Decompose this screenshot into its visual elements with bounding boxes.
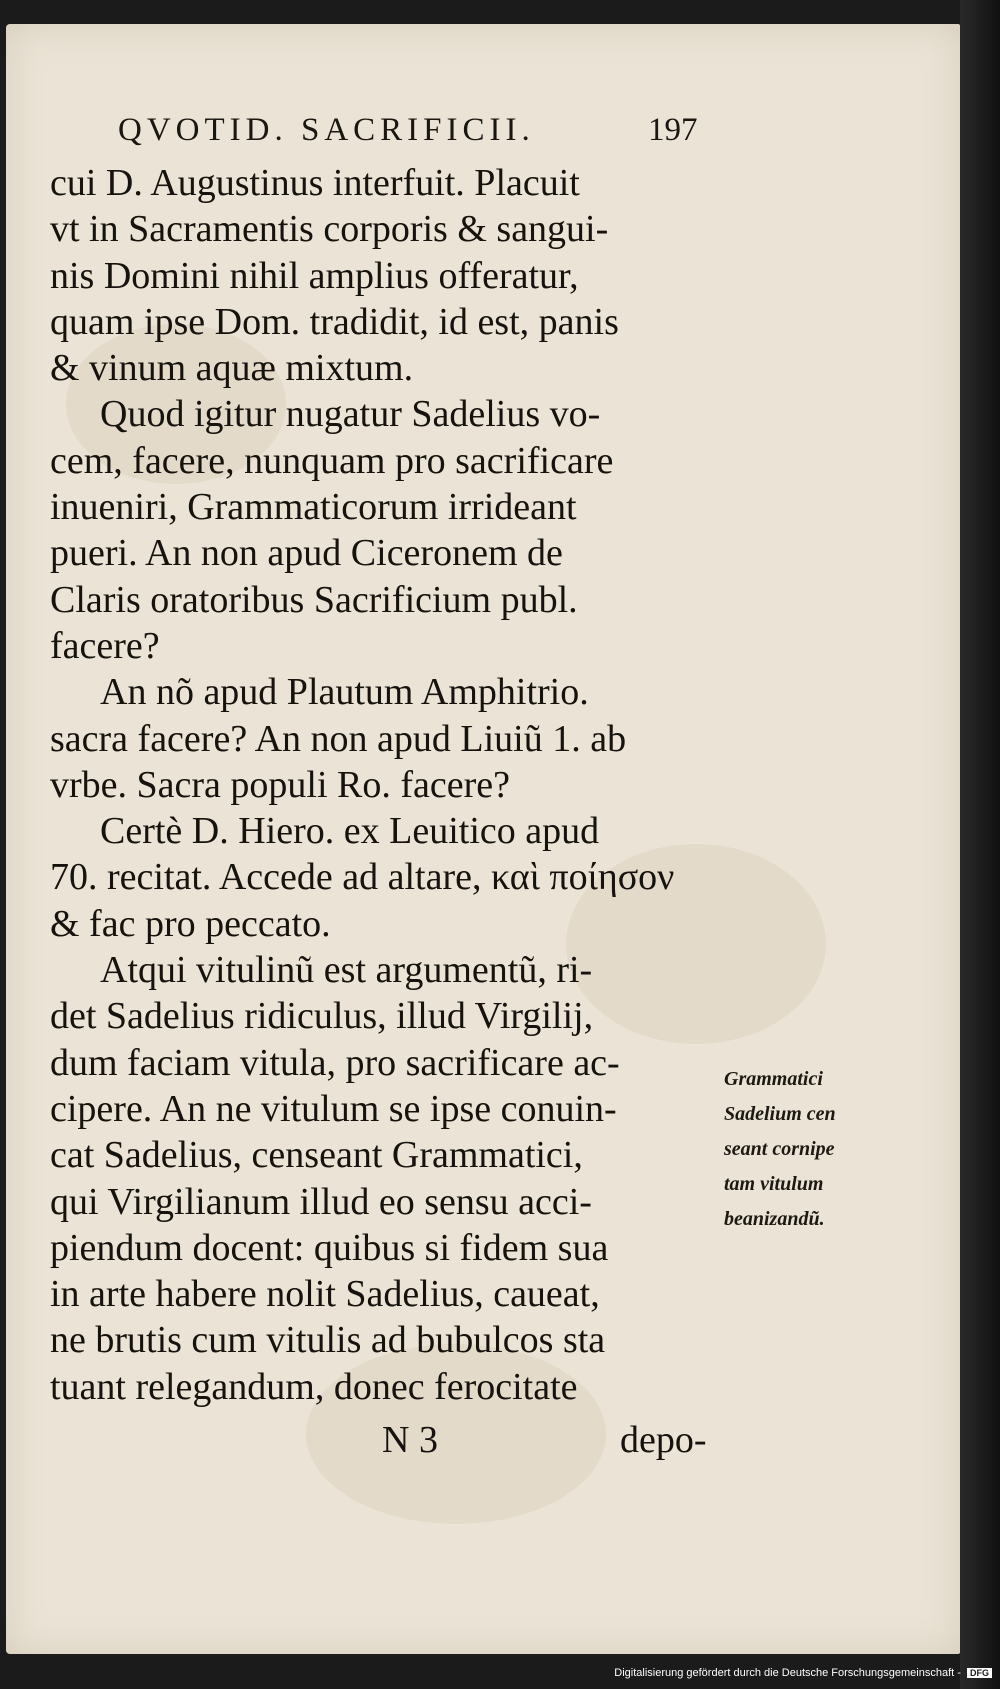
text-line: cui D. Augustinus interfuit. Placuit xyxy=(50,162,580,204)
page-number: 197 xyxy=(648,112,698,148)
text-line: vt in Sacramentis corporis & sangui- xyxy=(50,208,609,251)
text-line: nis Domini nihil amplius offeratur, xyxy=(50,254,579,297)
text-line: & fac pro peccato. xyxy=(50,902,331,945)
running-title: QVOTID. SACRIFICII. xyxy=(118,112,535,148)
text-line: quam ipse Dom. tradidit, id est, panis xyxy=(50,300,619,343)
running-head xyxy=(118,112,718,149)
text-line: cat Sadelius, censeant Grammatici, xyxy=(50,1134,583,1177)
dfg-logo: DFG xyxy=(967,1668,992,1678)
marginal-note-line: Grammatici xyxy=(724,1068,823,1090)
marginal-note xyxy=(724,1062,884,1237)
text-line: cem, facere, nunquam pro sacrificare xyxy=(50,439,614,482)
text-line: Atqui vitulinũ est argumentũ, ri- xyxy=(100,949,593,992)
text-line: Certè D. Hiero. ex Leuitico apud xyxy=(100,810,600,853)
marginal-note-line: Sadelium cen xyxy=(724,1103,836,1125)
text-line: tuant relegandum, donec ferocitate xyxy=(50,1365,578,1408)
scan-edge xyxy=(960,0,1000,1689)
text-line: sacra facere? An non apud Liuiũ 1. ab xyxy=(50,717,627,760)
text-line: dum faciam vitula, pro sacrificare ac- xyxy=(50,1041,620,1084)
text-line: ne brutis cum vitulis ad bubulcos sta xyxy=(50,1319,606,1362)
text-line: vrbe. Sacra populi Ro. facere? xyxy=(50,763,511,806)
main-text-block xyxy=(50,160,730,1410)
text-line: inueniri, Grammaticorum irrideant xyxy=(50,486,577,529)
text-line: An nõ apud Plautum Amphitrio. xyxy=(100,671,589,714)
text-line: pueri. An non apud Ciceronem de xyxy=(50,532,563,575)
text-line: 70. recitat. Accede ad altare, καὶ ποίησον xyxy=(50,856,675,899)
marginal-note-line: beanizandũ. xyxy=(724,1208,825,1230)
text-line: qui Virgilianum illud eo sensu acci- xyxy=(50,1180,592,1223)
credit-text: Digitalisierung gefördert durch die Deutsche Forschungsgemeinschaft - xyxy=(614,1667,961,1679)
text-line: cipere. An ne vitulum se ipse conuin- xyxy=(50,1087,617,1130)
text-line: facere? xyxy=(50,624,160,667)
marginal-note-line: seant cornipe xyxy=(724,1138,835,1160)
text-line: piendum docent: quibus si fidem sua xyxy=(50,1226,609,1269)
text-line: in arte habere nolit Sadelius, caueat, xyxy=(50,1273,600,1316)
marginal-note-line: tam vitulum xyxy=(724,1173,824,1195)
signature-mark: N 3 xyxy=(382,1419,438,1461)
text-line: & vinum aquæ mixtum. xyxy=(50,347,414,390)
text-line: det Sadelius ridiculus, illud Virgilij, xyxy=(50,995,594,1038)
digitization-credit xyxy=(614,1667,992,1679)
text-line: Quod igitur nugatur Sadelius vo- xyxy=(100,393,601,436)
text-line: Claris oratoribus Sacrificium publ. xyxy=(50,578,578,621)
catchword: depo- xyxy=(620,1419,707,1461)
